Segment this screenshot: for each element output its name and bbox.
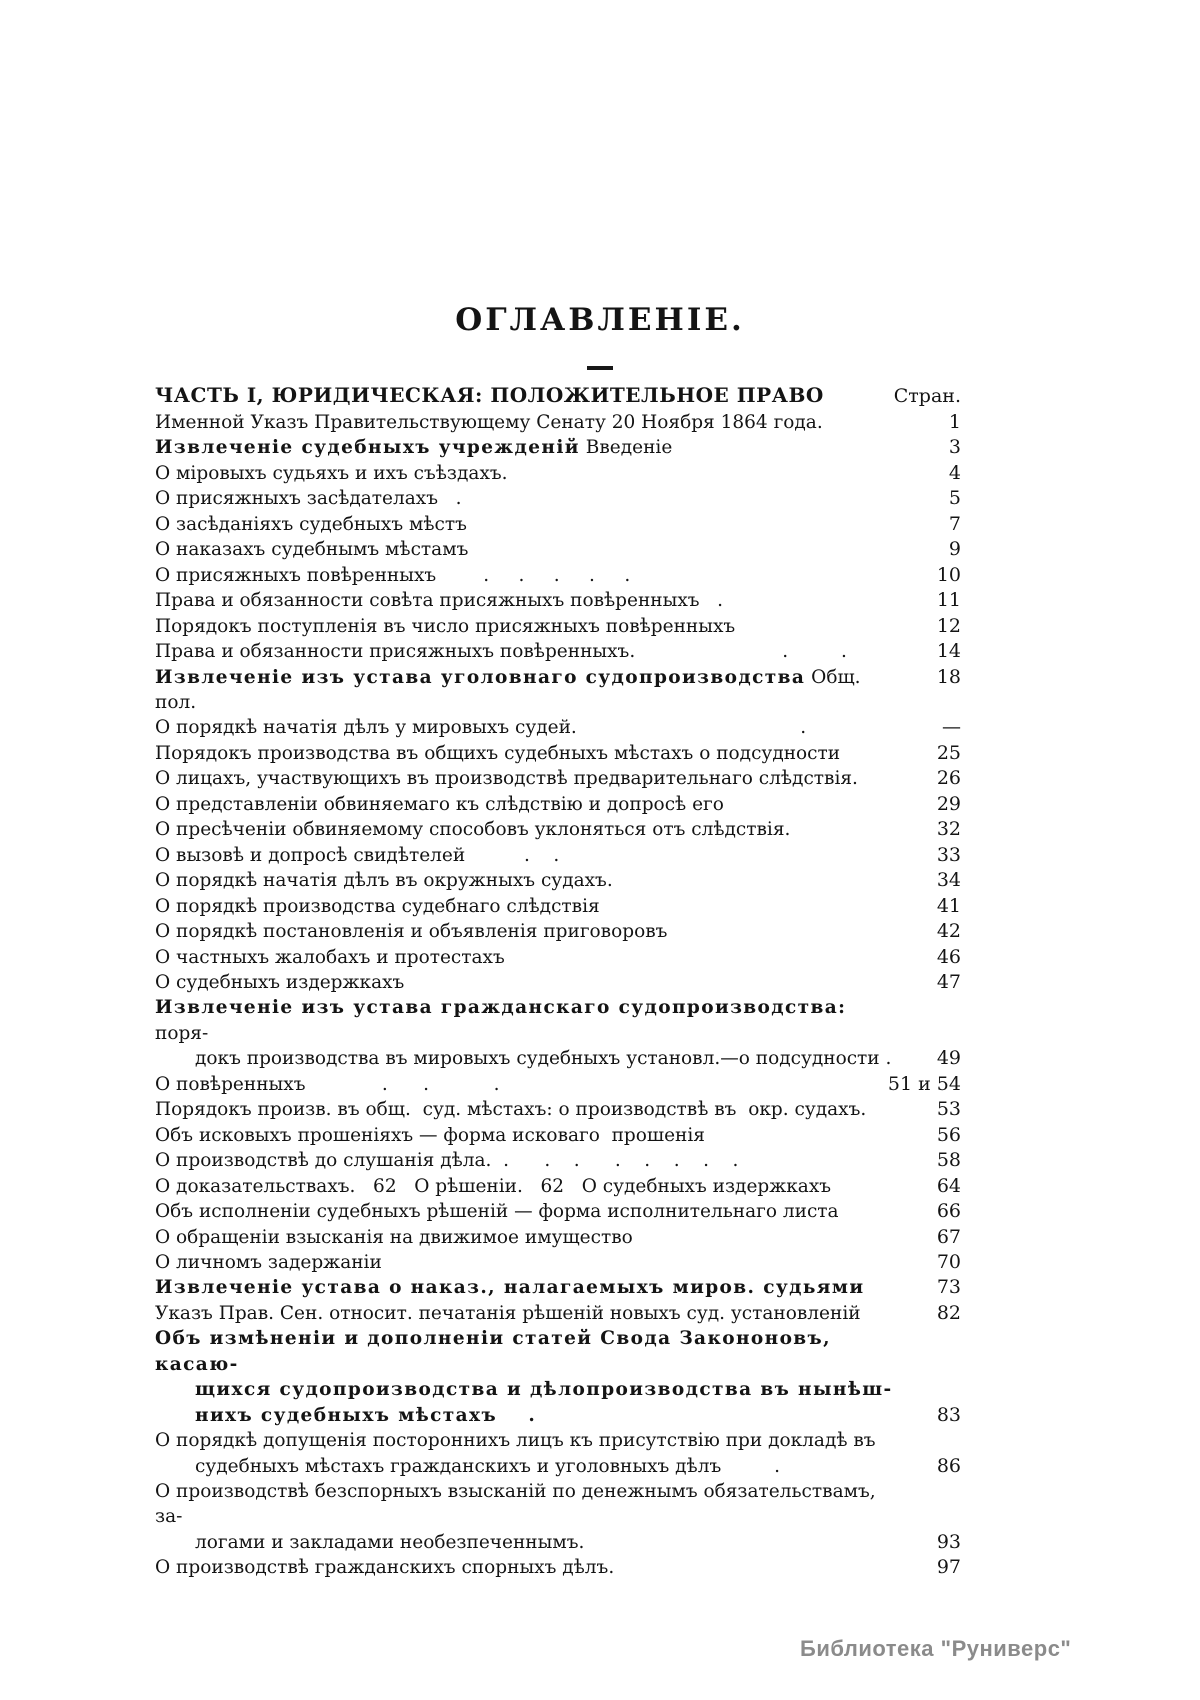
toc-entry-normal-part: О присяжныхъ повѣренныхъ . . . . . xyxy=(155,564,631,586)
toc-entry-normal-part: О порядкѣ допущенія постороннихъ лицъ къ присутствію при докладѣ въ xyxy=(155,1430,876,1452)
toc-entry-page-number: 53 xyxy=(936,1098,961,1121)
toc-entry-page-number: 4 xyxy=(948,461,961,484)
toc-entry-page-number: 97 xyxy=(936,1556,961,1579)
toc-row xyxy=(155,1326,961,1377)
toc-entry-text xyxy=(155,665,895,716)
toc-row xyxy=(155,461,961,486)
toc-row xyxy=(155,639,961,664)
toc-entry-page-number: 67 xyxy=(936,1225,961,1248)
toc-entry-text xyxy=(155,945,895,970)
toc-entry-page-number: 66 xyxy=(936,1200,961,1223)
toc-entry-normal-part: О личномъ задержаніи xyxy=(155,1251,382,1273)
toc-entry-text xyxy=(155,766,895,791)
toc-entry-normal-part: О міровыхъ судьяхъ и ихъ съѣздахъ. xyxy=(155,462,508,484)
toc-entry-page-number: 32 xyxy=(936,818,961,841)
toc-entry-normal-part: О пресѣченіи обвиняемому способовъ уклоняться отъ слѣдствія. xyxy=(155,819,791,841)
toc-entry-page-number: 26 xyxy=(936,767,961,790)
toc-entry-page-number: 47 xyxy=(936,970,961,993)
toc-entry-normal-part: логами и закладами необезпеченнымъ. xyxy=(195,1531,585,1553)
toc-row xyxy=(155,410,961,435)
toc-entry-page-number: 41 xyxy=(936,894,961,917)
toc-entry-normal-part: О порядкѣ постановленія и объявленія приговоровъ xyxy=(155,921,668,943)
toc-entry-page-number: 93 xyxy=(936,1530,961,1553)
toc-entry-text xyxy=(155,1301,895,1326)
toc-row xyxy=(155,512,961,537)
toc-entry-text xyxy=(155,588,895,613)
toc-entry-normal-part: Общ. пол. xyxy=(155,666,867,713)
toc-entry-page-number: 51 и 54 xyxy=(887,1072,961,1095)
toc-row xyxy=(155,766,961,791)
toc-entry-normal-part: О производствѣ безспорныхъ взысканій по денежнымъ обязательствамъ, за- xyxy=(155,1481,882,1528)
toc-row xyxy=(155,1097,961,1122)
toc-row xyxy=(155,1250,961,1275)
toc-entry-page-number: 49 xyxy=(936,1047,961,1070)
toc-entry-text xyxy=(155,1123,895,1148)
toc-entry-page-number: 29 xyxy=(936,792,961,815)
toc-entry-page-number: 25 xyxy=(936,741,961,764)
toc-entry-page-number: 9 xyxy=(948,538,961,561)
toc-entry-page-number: 1 xyxy=(948,411,961,433)
toc-row xyxy=(155,715,961,740)
toc-entry-page-number: 86 xyxy=(936,1454,961,1477)
toc-row xyxy=(155,435,961,460)
toc-entry-text xyxy=(155,639,895,664)
toc-entry-page-number: 82 xyxy=(936,1301,961,1324)
toc-row xyxy=(155,1403,961,1428)
toc xyxy=(155,382,961,1581)
toc-entry-bold-part: нихъ судебныхъ мѣстахъ . xyxy=(195,1404,537,1426)
toc-entry-page-number: 3 xyxy=(948,436,961,459)
toc-entry-text xyxy=(155,970,895,995)
toc-row xyxy=(155,995,961,1046)
toc-entry-normal-part: О повѣренныхъ . . . xyxy=(155,1073,500,1095)
toc-row xyxy=(155,894,961,919)
toc-entry-bold-part: Извлеченіе судебныхъ учрежденій xyxy=(155,437,580,459)
toc-entry-normal-part: О вызовѣ и допросѣ свидѣтелей . . xyxy=(155,844,560,866)
toc-entry-normal-part: О производствѣ до слушанія дѣла. . . . . . . . . xyxy=(155,1150,739,1172)
toc-row xyxy=(155,537,961,562)
toc-entry-normal-part: О засѣданіяхъ судебныхъ мѣстъ xyxy=(155,513,467,535)
toc-entry-page-number: 56 xyxy=(936,1123,961,1146)
toc-entry-bold-part: щихся судопроизводства и дѣлопроизводства въ нынѣш- xyxy=(195,1379,893,1401)
watermark: Библиотека "Руниверс" xyxy=(800,1636,1072,1661)
toc-row xyxy=(155,588,961,613)
toc-entry-normal-part: Порядокъ поступленія въ число присяжныхъ повѣренныхъ xyxy=(155,615,736,637)
toc-entry-normal-part: О обращеніи взысканія на движимое имущество xyxy=(155,1226,633,1248)
toc-entry-text xyxy=(155,461,895,486)
toc-row xyxy=(155,1072,961,1097)
toc-entry-bold-part: Извлеченіе изъ устава гражданскаго судопроизводства: xyxy=(155,997,847,1019)
toc-entry-normal-part: Права и обязанности совѣта присяжныхъ повѣренныхъ . xyxy=(155,590,724,612)
toc-entry-text xyxy=(155,919,895,944)
toc-row xyxy=(155,868,961,893)
toc-entry-page-number: 70 xyxy=(936,1250,961,1273)
toc-entry-text xyxy=(155,1199,895,1224)
toc-entry-page-number: 11 xyxy=(936,589,961,612)
toc-entry-bold-part: Извлеченіе устава о наказ., налагаемыхъ миров. судьями xyxy=(155,1277,865,1299)
toc-entry-page-number: 14 xyxy=(936,640,961,663)
toc-entry-page-number: 83 xyxy=(936,1403,961,1426)
toc-row xyxy=(155,563,961,588)
page-title: ОГЛАВЛЕНІЕ. xyxy=(455,302,745,338)
toc-entry-text xyxy=(155,1250,895,1275)
toc-entry-normal-part: О присяжныхъ засѣдателахъ . xyxy=(155,488,462,510)
toc-row xyxy=(155,919,961,944)
toc-entry-text xyxy=(155,1326,895,1377)
toc-entry-page-number: 64 xyxy=(936,1174,961,1197)
toc-entry-text xyxy=(155,1275,895,1300)
toc-entry-text xyxy=(155,537,895,562)
toc-entry-page-number: 42 xyxy=(936,920,961,943)
toc-entry-normal-part: Именной Указъ Правительствующему Сенату 20 Ноября 1864 года. xyxy=(155,412,823,433)
toc-entry-text xyxy=(155,995,895,1046)
toc-entry-text xyxy=(155,792,895,817)
toc-entry-text xyxy=(155,435,895,460)
page-column-header: Стран. xyxy=(893,385,961,407)
toc-entry-text xyxy=(155,486,895,511)
toc-entry-normal-part: О лицахъ, участвующихъ въ производствѣ предварительнаго слѣдствія. xyxy=(155,768,858,790)
toc-header xyxy=(155,382,961,409)
toc-row xyxy=(155,945,961,970)
toc-row xyxy=(155,486,961,511)
toc-row xyxy=(155,665,961,716)
toc-entry-page-number: 46 xyxy=(936,945,961,968)
toc-entry-text xyxy=(155,715,895,740)
toc-row xyxy=(155,1148,961,1173)
toc-entry-normal-part: Права и обязанности присяжныхъ повѣренныхъ. . . xyxy=(155,641,847,663)
toc-entry-normal-part: О доказательствахъ. 62 О рѣшеніи. 62 О судебныхъ издержкахъ xyxy=(155,1175,832,1197)
toc-entry-bold-part: Объ измѣненіи и дополненіи статей Свода Закононовъ, касаю- xyxy=(155,1328,839,1375)
toc-row xyxy=(155,1046,961,1071)
toc-entry-normal-part: О производствѣ гражданскихъ спорныхъ дѣлъ. xyxy=(155,1557,615,1579)
toc-entry-text xyxy=(155,868,895,893)
toc-entry-normal-part: судебныхъ мѣстахъ гражданскихъ и уголовныхъ дѣлъ . xyxy=(195,1455,781,1477)
toc-entry-text xyxy=(155,512,895,537)
toc-entry-normal-part: Введеніе xyxy=(579,437,673,459)
toc-entry-normal-part: Объ исполненіи судебныхъ рѣшеній — форма исполнительнаго листа xyxy=(155,1201,839,1223)
toc-entry-text xyxy=(155,1454,895,1479)
toc-entry-normal-part: Объ исковыхъ прошеніяхъ — форма исковаго прошенія xyxy=(155,1124,705,1146)
toc-entry-page-number: — xyxy=(942,716,961,739)
toc-entry-page-number: 33 xyxy=(936,843,961,866)
toc-row xyxy=(155,1428,961,1453)
toc-entry-text xyxy=(155,1148,895,1173)
toc-entry-normal-part: О порядкѣ начатія дѣлъ въ окружныхъ судахъ. xyxy=(155,870,613,892)
toc-entry-text xyxy=(155,1428,895,1453)
toc-entry-normal-part: Порядокъ произв. въ общ. суд. мѣстахъ: о производствѣ въ окр. судахъ. xyxy=(155,1099,867,1121)
toc-entry-text xyxy=(155,1555,895,1580)
toc-entry-text xyxy=(155,1046,895,1071)
toc-entry-normal-part: О порядкѣ производства судебнаго слѣдствія xyxy=(155,895,600,917)
toc-entry-text xyxy=(155,563,895,588)
toc-entry-normal-part: О частныхъ жалобахъ и протестахъ xyxy=(155,946,505,968)
toc-entry-page-number: 7 xyxy=(948,512,961,535)
title-divider xyxy=(587,366,613,370)
toc-row xyxy=(155,614,961,639)
toc-entry-text xyxy=(155,614,895,639)
toc-entry-normal-part: Указъ Прав. Сен. относит. печатанія рѣшеній новыхъ суд. установленій xyxy=(155,1302,861,1324)
toc-row xyxy=(155,1530,961,1555)
toc-row xyxy=(155,741,961,766)
toc-row xyxy=(155,1555,961,1580)
toc-entry-normal-part: О наказахъ судебнымъ мѣстамъ xyxy=(155,539,469,561)
toc-row xyxy=(155,843,961,868)
section-heading: ЧАСТЬ I, ЮРИДИЧЕСКАЯ: ПОЛОЖИТЕЛЬНОЕ ПРАВО xyxy=(155,383,824,407)
toc-entry-normal-part: О порядкѣ начатія дѣлъ у мировыхъ судей. . xyxy=(155,717,807,739)
toc-row xyxy=(155,1123,961,1148)
toc-row xyxy=(155,1301,961,1326)
toc-row xyxy=(155,1377,961,1402)
toc-entry-bold-part: Извлеченіе изъ устава уголовнаго судопроизводства xyxy=(155,666,806,688)
toc-row xyxy=(155,1454,961,1479)
toc-entry-page-number: 18 xyxy=(936,665,961,688)
toc-entry-normal-part: О представленіи обвиняемаго къ слѣдствію и допросѣ его xyxy=(155,793,724,815)
toc-entry-text xyxy=(155,817,895,842)
toc-entry-text xyxy=(155,1097,895,1122)
toc-entry-normal-part: О судебныхъ издержкахъ xyxy=(155,971,405,993)
toc-entry-text xyxy=(155,894,895,919)
toc-row xyxy=(155,1199,961,1224)
toc-row xyxy=(155,1225,961,1250)
toc-row xyxy=(155,817,961,842)
toc-entry-page-number: 10 xyxy=(936,563,961,586)
toc-row xyxy=(155,1174,961,1199)
toc-entry-normal-part: поря- xyxy=(155,997,853,1044)
toc-entry-text xyxy=(155,741,895,766)
toc-entry-text xyxy=(155,1530,895,1555)
toc-entry-normal-part: Порядокъ производства въ общихъ судебныхъ мѣстахъ о подсудности xyxy=(155,742,841,764)
toc-entry-text xyxy=(155,1072,880,1097)
toc-row xyxy=(155,792,961,817)
toc-entry-page-number: 12 xyxy=(936,614,961,637)
toc-entry-page-number: 73 xyxy=(936,1276,961,1299)
toc-entry-text xyxy=(155,1174,895,1199)
toc-entry-normal-part: докъ производства въ мировыхъ судебныхъ установл.—о подсудности . xyxy=(195,1048,892,1070)
toc-entry-text xyxy=(155,1377,895,1402)
toc-entry-text xyxy=(155,1225,895,1250)
toc-row xyxy=(155,1479,961,1530)
toc-row xyxy=(155,1275,961,1300)
toc-entry-text xyxy=(155,410,895,435)
toc-rows xyxy=(155,410,961,1581)
toc-entry-text xyxy=(155,1479,895,1530)
toc-entry-page-number: 34 xyxy=(936,869,961,892)
toc-row xyxy=(155,970,961,995)
toc-entry-page-number: 58 xyxy=(936,1149,961,1172)
toc-entry-page-number: 5 xyxy=(948,487,961,510)
toc-entry-text xyxy=(155,843,895,868)
toc-entry-text xyxy=(155,1403,895,1428)
